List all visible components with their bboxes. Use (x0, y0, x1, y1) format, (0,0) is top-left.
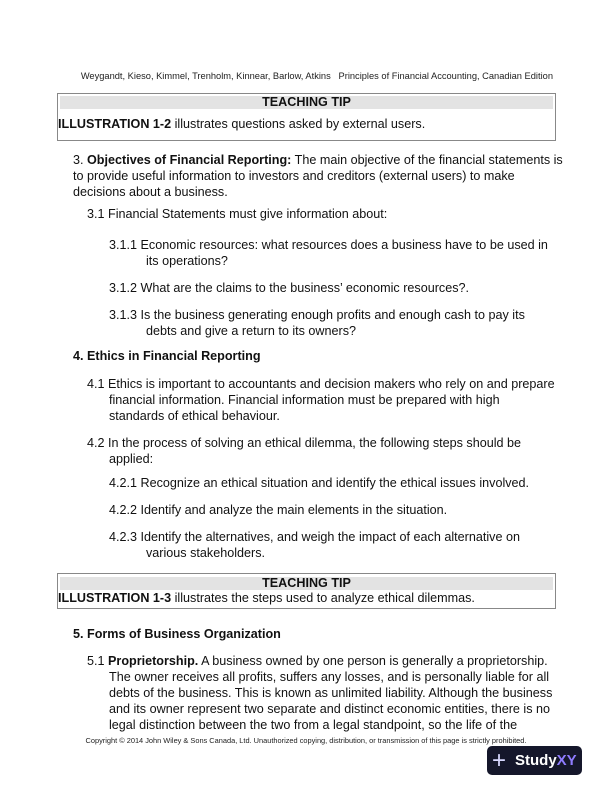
badge-accent-text: XY (556, 752, 577, 769)
text-line: The owner receives all profits, suffers any losses, and is personally liable for all (109, 670, 550, 684)
section-4-2-1: 4.2.1 Recognize an ethical situation and identify the ethical issues involved. (109, 476, 530, 490)
teaching-tip-title: TEACHING TIP (60, 96, 553, 109)
teaching-tip-box (57, 93, 556, 141)
section-4: 4. Ethics in Financial Reporting (73, 349, 261, 363)
text-line: debts and give a return to its owners? (146, 324, 357, 338)
section-5: 5. Forms of Business Organization (73, 627, 281, 641)
section-5-1: 5.1 Proprietorship. A business owned by one person is generally a proprietorship. (87, 654, 548, 668)
section-4-1: 4.1 Ethics is important to accountants and decision makers who rely on and prepare (87, 377, 555, 391)
studyxy-badge[interactable] (487, 746, 582, 775)
text-line: legal distinction between the two from a legal standpoint, so the life of the (109, 718, 518, 732)
badge-text: Study (515, 752, 557, 769)
teaching-tip-text: ILLUSTRATION 1-2 illustrates questions asked by external users. (58, 117, 426, 131)
plus-icon: + (492, 747, 507, 774)
section-3-1-2: 3.1.2 What are the claims to the business’ economic resources?. (109, 281, 470, 295)
text-line: applied: (109, 452, 154, 466)
teaching-tip-box (57, 573, 556, 609)
text-line: various stakeholders. (146, 546, 266, 560)
text-line: to provide useful information to investors and creditors (external users) to make (73, 169, 515, 183)
section-3-1-1: 3.1.1 Economic resources: what resources does a business have to be used in (109, 238, 548, 252)
section-3: 3. Objectives of Financial Reporting: The main objective of the financial statements is (73, 153, 563, 167)
section-4-2-3: 4.2.3 Identify the alternatives, and weigh the impact of each alternative on (109, 530, 520, 544)
section-3-1: 3.1 Financial Statements must give information about: (87, 207, 388, 221)
running-header: Weygandt, Kieso, Kimmel, Trenholm, Kinnear, Barlow, Atkins Principles of Financial Accounting, Canadian Edition (80, 71, 553, 81)
teaching-tip-title: TEACHING TIP (60, 577, 553, 590)
copyright-footer: Copyright © 2014 John Wiley & Sons Canada, Ltd. Unauthorized copying, distribution, or transmission of this page is strictly prohibited. (85, 736, 527, 745)
text-line: standards of ethical behaviour. (109, 409, 280, 423)
section-4-2-2: 4.2.2 Identify and analyze the main elements in the situation. (109, 503, 448, 517)
text-line: decisions about a business. (73, 185, 228, 199)
section-3-1-3: 3.1.3 Is the business generating enough profits and enough cash to pay its (109, 308, 525, 322)
section-4-2: 4.2 In the process of solving an ethical dilemma, the following steps should be (87, 436, 522, 450)
teaching-tip-text: ILLUSTRATION 1-3 illustrates the steps used to analyze ethical dilemmas. (58, 591, 475, 605)
text-line: debts of the business. This is known as unlimited liability. Although the business (109, 686, 553, 700)
text-line: its operations? (146, 254, 228, 268)
text-line: financial information. Financial information must be prepared with high (109, 393, 500, 407)
text-line: and its owner represent two separate and distinct economic entities, there is no (109, 702, 551, 716)
